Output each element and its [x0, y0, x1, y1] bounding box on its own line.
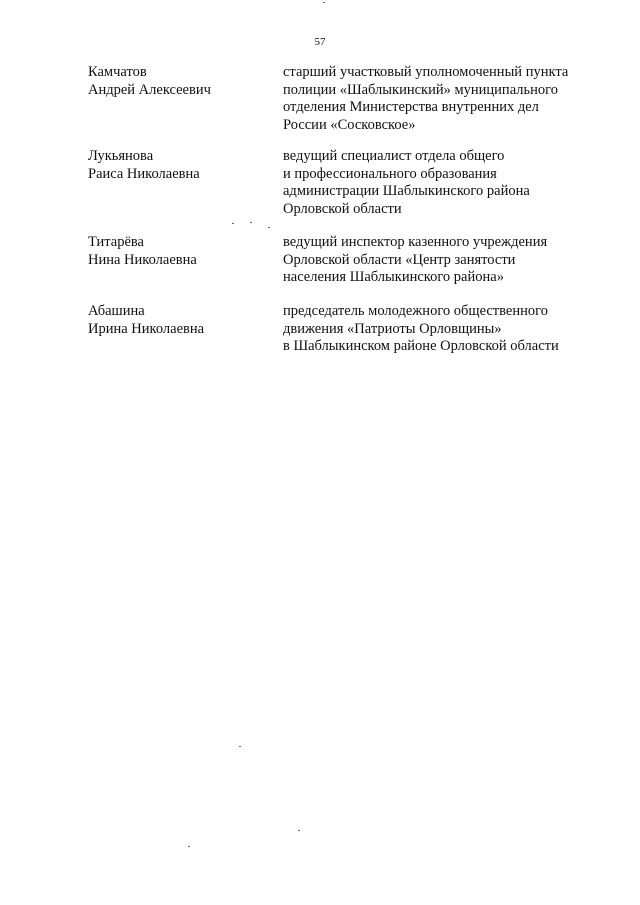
position-line: в Шаблыкинском районе Орловской области — [283, 338, 559, 354]
position-line: отделения Министерства внутренних дел — [283, 99, 539, 115]
position-line: и профессионального образования — [283, 165, 497, 182]
scan-speck — [232, 223, 234, 224]
name-line: Лукьянова — [88, 148, 154, 164]
person-name — [88, 303, 268, 338]
person-name — [88, 148, 268, 183]
position-line: администрации Шаблыкинского района — [283, 183, 530, 199]
position-line: Орловской области — [283, 200, 402, 217]
name-line: Абашина — [88, 303, 145, 319]
name-line: Андрей Алексеевич — [88, 81, 211, 98]
person-position — [283, 234, 603, 287]
position-line: Орловской области «Центр занятости — [283, 251, 516, 268]
position-line: старший участковый уполномоченный пункта — [283, 64, 569, 80]
position-line: России «Сосковское» — [283, 116, 416, 133]
name-line: Нина Николаевна — [88, 251, 197, 268]
name-line: Раиса Николаевна — [88, 165, 200, 182]
scan-speck — [239, 746, 241, 747]
position-line: ведущий специалист отдела общего — [283, 148, 505, 164]
scan-speck — [188, 846, 190, 847]
name-line: Титарёва — [88, 234, 144, 250]
person-name — [88, 64, 268, 99]
position-line: полиции «Шаблыкинский» муниципального — [283, 81, 558, 98]
scan-speck — [323, 2, 325, 3]
name-line: Камчатов — [88, 64, 147, 80]
position-line: ведущий инспектор казенного учреждения — [283, 234, 548, 250]
person-position — [283, 303, 603, 356]
position-line: движения «Патриоты Орловщины» — [283, 320, 502, 337]
person-name — [88, 234, 268, 269]
position-line: населения Шаблыкинского района» — [283, 269, 504, 285]
person-position — [283, 148, 603, 218]
scan-speck — [298, 830, 300, 831]
scan-speck — [268, 227, 270, 228]
page-number: 57 — [314, 36, 326, 48]
position-line: председатель молодежного общественного — [283, 303, 548, 319]
person-position — [283, 64, 603, 134]
scan-speck — [250, 222, 252, 223]
name-line: Ирина Николаевна — [88, 320, 205, 337]
